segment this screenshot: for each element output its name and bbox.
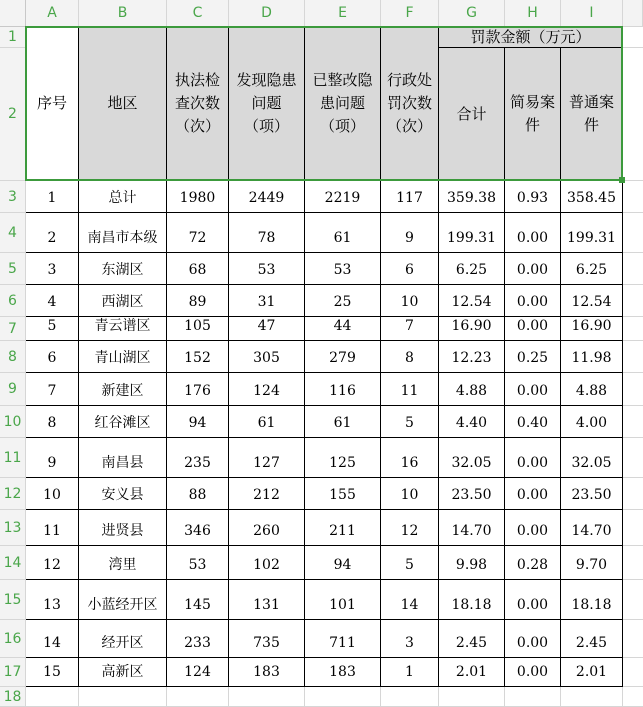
cell-hazards-found[interactable]: 183 <box>229 658 305 687</box>
cell-inspections[interactable]: 89 <box>167 285 229 317</box>
cell-fine-normal[interactable]: 11.98 <box>561 341 623 373</box>
cell-hazards-fixed[interactable]: 101 <box>305 580 381 620</box>
cell-fine-total[interactable]: 2.45 <box>439 620 505 658</box>
header-fine-group[interactable]: 罚款金额（万元） <box>439 27 623 48</box>
header-region[interactable]: 地区 <box>79 27 167 181</box>
cell-inspections[interactable]: 152 <box>167 341 229 373</box>
cell-penalties[interactable]: 10 <box>381 285 439 317</box>
cell-fine-simple[interactable]: 0.00 <box>505 285 561 317</box>
cell-inspections[interactable]: 346 <box>167 510 229 546</box>
row-header-10[interactable]: 10 <box>0 406 26 438</box>
cell-seq[interactable]: 13 <box>26 580 79 620</box>
row-header-13[interactable]: 13 <box>0 510 26 546</box>
cell-fine-total[interactable]: 9.98 <box>439 546 505 580</box>
cell-hazards-found[interactable]: 127 <box>229 438 305 478</box>
cell-fine-total[interactable]: 32.05 <box>439 438 505 478</box>
cell-penalties[interactable]: 12 <box>381 510 439 546</box>
cell-penalties[interactable]: 16 <box>381 438 439 478</box>
row-header-9[interactable]: 9 <box>0 373 26 406</box>
cell-region[interactable]: 南昌县 <box>79 438 167 478</box>
header-penalties[interactable]: 行政处 罚次数 （次） <box>381 27 439 181</box>
row-header-16[interactable]: 16 <box>0 620 26 658</box>
cell-penalties[interactable]: 3 <box>381 620 439 658</box>
cell-fine-total[interactable]: 16.90 <box>439 317 505 341</box>
cell-hazards-fixed[interactable]: 125 <box>305 438 381 478</box>
cell-region[interactable]: 高新区 <box>79 658 167 687</box>
column-header-blank <box>623 0 643 27</box>
cell-seq[interactable]: 3 <box>26 253 79 285</box>
row-header-5[interactable]: 5 <box>0 253 26 285</box>
cell-fine-total[interactable]: 14.70 <box>439 510 505 546</box>
cell-hazards-found[interactable]: 47 <box>229 317 305 341</box>
column-header-I[interactable]: I <box>561 0 623 27</box>
row-header-4[interactable]: 4 <box>0 213 26 253</box>
header-fine-total[interactable]: 合计 <box>439 48 505 181</box>
header-hazards-fixed[interactable]: 已整改隐 患问题 （项） <box>305 27 381 181</box>
row-header-14[interactable]: 14 <box>0 546 26 580</box>
cell-inspections[interactable]: 124 <box>167 658 229 687</box>
cell-fine-normal[interactable]: 16.90 <box>561 317 623 341</box>
cell-fine-total[interactable]: 199.31 <box>439 213 505 253</box>
cell-hazards-found[interactable]: 305 <box>229 341 305 373</box>
row-header-2[interactable]: 2 <box>0 48 26 181</box>
cell-hazards-fixed[interactable]: 25 <box>305 285 381 317</box>
column-header-F[interactable]: F <box>381 0 439 27</box>
cell-fine-simple[interactable]: 0.00 <box>505 580 561 620</box>
cell-fine-total[interactable]: 2.01 <box>439 658 505 687</box>
cell-fine-total[interactable]: 18.18 <box>439 580 505 620</box>
column-header-G[interactable]: G <box>439 0 505 27</box>
row-header-8[interactable]: 8 <box>0 341 26 373</box>
cell-seq[interactable]: 9 <box>26 438 79 478</box>
cell-inspections[interactable]: 53 <box>167 546 229 580</box>
cell-inspections[interactable]: 88 <box>167 478 229 510</box>
cell-hazards-fixed[interactable]: 94 <box>305 546 381 580</box>
cell-inspections[interactable]: 235 <box>167 438 229 478</box>
row-header-15[interactable]: 15 <box>0 580 26 620</box>
cell-fine-simple[interactable]: 0.00 <box>505 213 561 253</box>
cell-fine-normal[interactable]: 4.88 <box>561 373 623 406</box>
cell-fine-normal[interactable]: 358.45 <box>561 181 623 213</box>
cell-penalties[interactable]: 5 <box>381 546 439 580</box>
cell-inspections[interactable]: 233 <box>167 620 229 658</box>
header-fine-simple[interactable]: 简易案 件 <box>505 48 561 181</box>
cell-fine-total[interactable]: 359.38 <box>439 181 505 213</box>
cell-hazards-found[interactable]: 102 <box>229 546 305 580</box>
cell-hazards-fixed[interactable]: 116 <box>305 373 381 406</box>
cell-fine-normal[interactable]: 18.18 <box>561 580 623 620</box>
cell-fine-simple[interactable]: 0.00 <box>505 317 561 341</box>
cell-fine-normal[interactable]: 6.25 <box>561 253 623 285</box>
cell-region[interactable]: 总计 <box>79 181 167 213</box>
cell-region[interactable]: 新建区 <box>79 373 167 406</box>
cell-region[interactable]: 红谷滩区 <box>79 406 167 438</box>
cell-fine-normal[interactable]: 199.31 <box>561 213 623 253</box>
cell-hazards-fixed[interactable]: 44 <box>305 317 381 341</box>
cell-fine-normal[interactable]: 32.05 <box>561 438 623 478</box>
cell-seq[interactable]: 6 <box>26 341 79 373</box>
cell-hazards-found[interactable]: 131 <box>229 580 305 620</box>
cell-fine-total[interactable]: 6.25 <box>439 253 505 285</box>
cell-inspections[interactable]: 105 <box>167 317 229 341</box>
fill-handle[interactable] <box>619 177 625 183</box>
cell-fine-simple[interactable]: 0.00 <box>505 620 561 658</box>
cell-penalties[interactable]: 8 <box>381 341 439 373</box>
cell-hazards-found[interactable]: 2449 <box>229 181 305 213</box>
cell-fine-total[interactable]: 4.88 <box>439 373 505 406</box>
cell-seq[interactable]: 10 <box>26 478 79 510</box>
row-header-7[interactable]: 7 <box>0 317 26 341</box>
row-header-11[interactable]: 11 <box>0 438 26 478</box>
cell-fine-simple[interactable]: 0.28 <box>505 546 561 580</box>
header-seq[interactable]: 序号 <box>26 27 79 181</box>
cell-fine-simple[interactable]: 0.00 <box>505 658 561 687</box>
cell-hazards-fixed[interactable]: 2219 <box>305 181 381 213</box>
cell-penalties[interactable]: 10 <box>381 478 439 510</box>
column-header-D[interactable]: D <box>229 0 305 27</box>
cell-seq[interactable]: 8 <box>26 406 79 438</box>
cell-hazards-found[interactable]: 31 <box>229 285 305 317</box>
cell-hazards-fixed[interactable]: 711 <box>305 620 381 658</box>
cell-inspections[interactable]: 94 <box>167 406 229 438</box>
cell-fine-simple[interactable]: 0.00 <box>505 373 561 406</box>
cell-region[interactable]: 湾里 <box>79 546 167 580</box>
cell-penalties[interactable]: 11 <box>381 373 439 406</box>
cell-hazards-fixed[interactable]: 61 <box>305 213 381 253</box>
cell-hazards-found[interactable]: 61 <box>229 406 305 438</box>
cell-hazards-fixed[interactable]: 211 <box>305 510 381 546</box>
cell-penalties[interactable]: 6 <box>381 253 439 285</box>
cell-penalties[interactable]: 1 <box>381 658 439 687</box>
cell-region[interactable]: 西湖区 <box>79 285 167 317</box>
cell-hazards-found[interactable]: 260 <box>229 510 305 546</box>
cell-region[interactable]: 南昌市本级 <box>79 213 167 253</box>
cell-hazards-found[interactable]: 53 <box>229 253 305 285</box>
cell-seq[interactable]: 2 <box>26 213 79 253</box>
cell-inspections[interactable]: 1980 <box>167 181 229 213</box>
cell-seq[interactable]: 4 <box>26 285 79 317</box>
cell-seq[interactable]: 15 <box>26 658 79 687</box>
header-inspections[interactable]: 执法检 查次数 （次） <box>167 27 229 181</box>
cell-seq[interactable]: 11 <box>26 510 79 546</box>
cell-inspections[interactable]: 68 <box>167 253 229 285</box>
cell-fine-total[interactable]: 12.23 <box>439 341 505 373</box>
cell-hazards-found[interactable]: 124 <box>229 373 305 406</box>
cell-penalties[interactable]: 117 <box>381 181 439 213</box>
cell-fine-normal[interactable]: 4.00 <box>561 406 623 438</box>
row-header-12[interactable]: 12 <box>0 478 26 510</box>
header-hazards-found[interactable]: 发现隐患 问题 （项） <box>229 27 305 181</box>
cell-fine-total[interactable]: 23.50 <box>439 478 505 510</box>
column-header-H[interactable]: H <box>505 0 561 27</box>
cell-fine-normal[interactable]: 14.70 <box>561 510 623 546</box>
cell-fine-simple[interactable]: 0.00 <box>505 438 561 478</box>
cell-fine-simple[interactable]: 0.25 <box>505 341 561 373</box>
cell-penalties[interactable]: 7 <box>381 317 439 341</box>
cell-fine-total[interactable]: 12.54 <box>439 285 505 317</box>
cell-seq[interactable]: 7 <box>26 373 79 406</box>
cell-fine-simple[interactable]: 0.00 <box>505 510 561 546</box>
column-header-A[interactable]: A <box>26 0 79 27</box>
cell-region[interactable]: 小蓝经开区 <box>79 580 167 620</box>
row-header-6[interactable]: 6 <box>0 285 26 317</box>
cell-region[interactable]: 进贤县 <box>79 510 167 546</box>
cell-hazards-fixed[interactable]: 183 <box>305 658 381 687</box>
cell-region[interactable]: 经开区 <box>79 620 167 658</box>
cell-region[interactable]: 青山湖区 <box>79 341 167 373</box>
cell-hazards-fixed[interactable]: 155 <box>305 478 381 510</box>
cell-fine-normal[interactable]: 23.50 <box>561 478 623 510</box>
cell-fine-normal[interactable]: 9.70 <box>561 546 623 580</box>
cell-penalties[interactable]: 14 <box>381 580 439 620</box>
cell-seq[interactable]: 1 <box>26 181 79 213</box>
cell-inspections[interactable]: 176 <box>167 373 229 406</box>
cell-region[interactable]: 青云谱区 <box>79 317 167 341</box>
cell-fine-simple[interactable]: 0.00 <box>505 253 561 285</box>
cell-seq[interactable]: 5 <box>26 317 79 341</box>
cell-fine-total[interactable]: 4.40 <box>439 406 505 438</box>
cell-fine-simple[interactable]: 0.40 <box>505 406 561 438</box>
row-header-18[interactable]: 18 <box>0 687 26 707</box>
cell-penalties[interactable]: 5 <box>381 406 439 438</box>
cell-inspections[interactable]: 145 <box>167 580 229 620</box>
cell-fine-normal[interactable]: 2.45 <box>561 620 623 658</box>
row-header-17[interactable]: 17 <box>0 658 26 687</box>
cell-region[interactable]: 东湖区 <box>79 253 167 285</box>
cell-hazards-fixed[interactable]: 61 <box>305 406 381 438</box>
column-header-C[interactable]: C <box>167 0 229 27</box>
row-header-3[interactable]: 3 <box>0 181 26 213</box>
column-header-E[interactable]: E <box>305 0 381 27</box>
select-all-corner[interactable] <box>0 0 26 27</box>
cell-fine-simple[interactable]: 0.00 <box>505 478 561 510</box>
cell-penalties[interactable]: 9 <box>381 213 439 253</box>
cell-fine-normal[interactable]: 12.54 <box>561 285 623 317</box>
row-header-1[interactable]: 1 <box>0 27 26 48</box>
cell-seq[interactable]: 14 <box>26 620 79 658</box>
header-fine-normal[interactable]: 普通案 件 <box>561 48 623 181</box>
cell-hazards-found[interactable]: 735 <box>229 620 305 658</box>
cell-seq[interactable]: 12 <box>26 546 79 580</box>
cell-hazards-found[interactable]: 212 <box>229 478 305 510</box>
cell-fine-normal[interactable]: 2.01 <box>561 658 623 687</box>
cell-hazards-found[interactable]: 78 <box>229 213 305 253</box>
column-header-B[interactable]: B <box>79 0 167 27</box>
cell-fine-simple[interactable]: 0.93 <box>505 181 561 213</box>
cell-hazards-fixed[interactable]: 53 <box>305 253 381 285</box>
cell-inspections[interactable]: 72 <box>167 213 229 253</box>
cell-region[interactable]: 安义县 <box>79 478 167 510</box>
cell-hazards-fixed[interactable]: 279 <box>305 341 381 373</box>
